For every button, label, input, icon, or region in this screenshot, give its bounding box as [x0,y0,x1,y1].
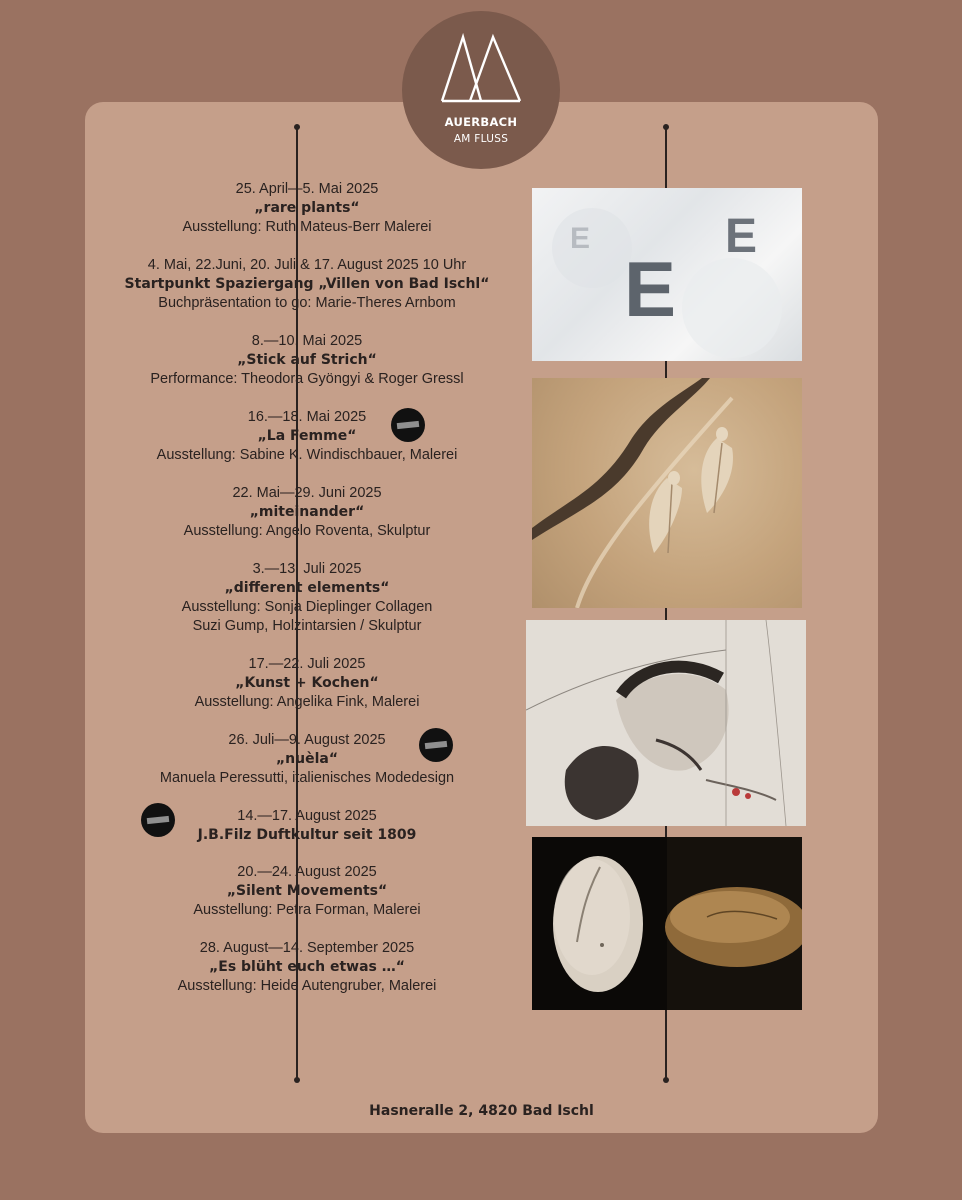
event-title: „nuèla“ [275,751,339,767]
event-subtitle: Ausstellung: Petra Forman, Malerei [193,902,421,918]
event-item [100,408,514,465]
event-item [100,256,514,313]
artwork-image-stone-sculptures [532,837,802,1010]
artwork-letter: E [570,222,591,255]
logo-name: AUERBACH [444,115,518,129]
event-item [100,180,514,237]
event-subtitle-extra: Suzi Gump, Holzintarsien / Skulptur [192,618,422,634]
event-item [100,939,514,996]
event-title: Startpunkt Spaziergang „Villen von Bad Ischl“ [124,276,490,292]
event-date: 14.—17. August 2025 [237,808,377,824]
event-title: „rare plants“ [254,200,360,216]
event-subtitle: Ausstellung: Heide Autengruber, Malerei [177,978,437,994]
artwork-image-stone-leaves [532,378,802,608]
event-date: 4. Mai, 22.Juni, 20. Juli & 17. August 2025 10 Uhr [147,257,467,273]
event-item [100,332,514,389]
event-title: „La Femme“ [257,428,357,444]
event-subtitle: Ausstellung: Sonja Dieplinger Collagen [181,599,433,615]
logo-subname: AM FLUSS [453,133,509,145]
event-date: 25. April—5. Mai 2025 [235,181,379,197]
minus-badge-icon [391,408,425,442]
event-date: 26. Juli—9. August 2025 [228,732,386,748]
event-title: „Es blüht euch etwas …“ [209,959,405,975]
timeline-dot [663,1077,669,1083]
event-date: 8.—10. Mai 2025 [251,333,363,349]
timeline-dot [294,124,300,130]
event-title: „Kunst + Kochen“ [235,675,379,691]
event-subtitle: Performance: Theodora Gyöngyi & Roger Gressl [150,371,464,387]
event-title: „miteinander“ [249,504,365,520]
logo [402,11,560,169]
event-date: 22. Mai—29. Juni 2025 [232,485,382,501]
artwork-image-letters [532,188,802,361]
mountain-icon [440,33,522,103]
event-title: „Silent Movements“ [226,883,388,899]
event-subtitle: Ausstellung: Angelo Roventa, Skulptur [183,523,431,539]
event-subtitle: Ausstellung: Ruth Mateus-Berr Malerei [182,219,432,235]
event-date: 3.—13. Juli 2025 [252,561,362,577]
event-title: „different elements“ [224,580,390,596]
event-item [100,560,514,636]
event-title: „Stick auf Strich“ [237,352,377,368]
event-subtitle: Ausstellung: Sabine K. Windischbauer, Malerei [156,447,458,463]
event-subtitle: Buchpräsentation to go: Marie-Theres Arnbom [158,295,456,311]
minus-badge-icon [419,728,453,762]
event-item [100,655,514,712]
event-title: J.B.Filz Duftkultur seit 1809 [197,827,417,843]
event-subtitle: Ausstellung: Angelika Fink, Malerei [194,694,420,710]
event-date: 16.—18. Mai 2025 [247,409,367,425]
event-subtitle: Manuela Peressutti, italienisches Modedesign [159,770,455,786]
event-date: 20.—24. August 2025 [237,864,377,880]
event-item [100,863,514,920]
event-date: 17.—22. Juli 2025 [248,656,366,672]
timeline-dot [294,1077,300,1083]
timeline-dot [663,124,669,130]
address: Hasneralle 2, 4820 Bad Ischl [369,1103,594,1119]
artwork-image-portrait-drawing [526,620,806,826]
artwork-letter: E [624,245,677,333]
event-date: 28. August—14. September 2025 [199,940,415,956]
event-item [100,484,514,541]
artwork-letter: E [725,210,758,263]
minus-badge-icon [141,803,175,837]
